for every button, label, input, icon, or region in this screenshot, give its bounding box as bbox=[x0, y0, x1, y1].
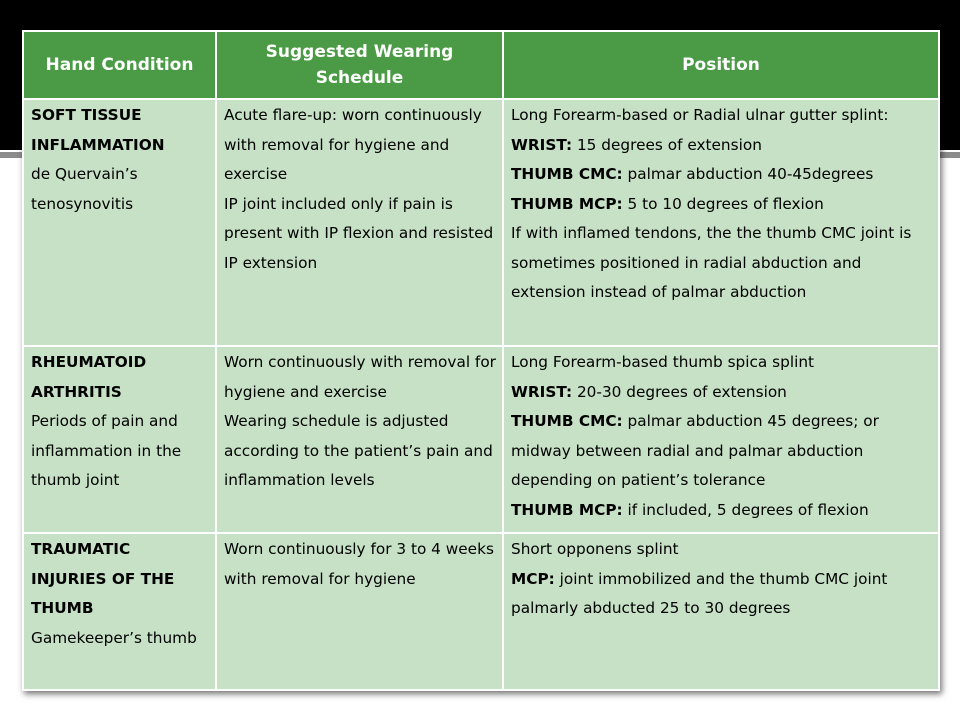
schedule-cell bbox=[216, 346, 503, 533]
left-decorative-rule bbox=[0, 152, 22, 158]
header-wearing-schedule: Suggested Wearing Schedule bbox=[216, 31, 503, 99]
position-line bbox=[511, 190, 932, 220]
header-hand-condition: Hand Condition bbox=[23, 31, 216, 99]
position-text: if included, 5 degrees of flexion bbox=[627, 500, 869, 519]
position-line bbox=[511, 348, 932, 378]
position-text: 15 degrees of extension bbox=[576, 135, 762, 154]
position-line bbox=[511, 219, 932, 308]
position-label: THUMB MCP: bbox=[511, 194, 623, 213]
condition-description: Periods of pain and inflammation in the thumb joint bbox=[31, 412, 182, 489]
position-label: THUMB CMC: bbox=[511, 165, 623, 183]
schedule-line: Worn continuously for 3 to 4 weeks with removal for hygiene bbox=[224, 540, 494, 588]
position-text: Long Forearm-based or Radial ulnar gutter splint: bbox=[511, 106, 889, 124]
position-label: WRIST: bbox=[511, 382, 573, 401]
table-row bbox=[23, 346, 939, 533]
condition-description: Gamekeeper’s thumb bbox=[31, 628, 197, 647]
splint-table bbox=[22, 30, 940, 691]
position-label: THUMB MCP: bbox=[511, 500, 623, 519]
position-text: Long Forearm-based thumb spica splint bbox=[511, 353, 815, 371]
schedule-line: Acute flare-up: worn continuously with removal for hygiene and exercise bbox=[224, 106, 482, 183]
position-text: palmar abduction 45 degrees; or midway between radial and palmar abduction depending on patient’s tolerance bbox=[511, 412, 879, 489]
condition-cell bbox=[23, 346, 216, 533]
position-line bbox=[511, 101, 932, 131]
position-label: WRIST: bbox=[511, 135, 573, 154]
table-row bbox=[23, 99, 939, 346]
position-label: MCP: bbox=[511, 569, 555, 588]
position-text: palmar abduction 40-45degrees bbox=[627, 165, 874, 183]
position-cell bbox=[503, 99, 939, 346]
position-text: 20-30 degrees of extension bbox=[576, 382, 787, 401]
condition-title: TRAUMATIC INJURIES OF THE THUMB bbox=[31, 540, 175, 617]
position-cell bbox=[503, 346, 939, 533]
position-line bbox=[511, 160, 932, 190]
condition-cell bbox=[23, 533, 216, 690]
right-decorative-rule bbox=[938, 152, 960, 158]
position-line bbox=[511, 131, 932, 161]
schedule-line: Wearing schedule is adjusted according to the patient’s pain and inflammation levels bbox=[224, 412, 493, 489]
schedule-cell bbox=[216, 99, 503, 346]
position-text: 5 to 10 degrees of flexion bbox=[627, 194, 824, 213]
header-position: Position bbox=[503, 31, 939, 99]
position-text: If with inflamed tendons, the the thumb CMC joint is sometimes positioned in radial abduction and extension instead of palmar abduction bbox=[511, 224, 912, 301]
position-cell bbox=[503, 533, 939, 690]
position-line bbox=[511, 565, 932, 624]
condition-description: de Quervain’s tenosynovitis bbox=[31, 165, 138, 213]
condition-title: RHEUMATOID ARTHRITIS bbox=[31, 353, 147, 401]
schedule-line: Worn continuously with removal for hygiene and exercise bbox=[224, 353, 496, 401]
position-line bbox=[511, 535, 932, 565]
condition-cell bbox=[23, 99, 216, 346]
position-label: THUMB CMC: bbox=[511, 412, 623, 430]
schedule-line: IP joint included only if pain is present with IP flexion and resisted IP extension bbox=[224, 194, 494, 272]
position-line bbox=[511, 407, 932, 496]
position-text: joint immobilized and the thumb CMC joint palmarly abducted 25 to 30 degrees bbox=[511, 569, 888, 617]
schedule-cell bbox=[216, 533, 503, 690]
position-line bbox=[511, 496, 932, 526]
position-text: Short opponens splint bbox=[511, 540, 679, 558]
header-row bbox=[23, 31, 939, 99]
table-row bbox=[23, 533, 939, 690]
condition-title: SOFT TISSUE INFLAMMATION bbox=[31, 106, 165, 154]
position-line bbox=[511, 378, 932, 408]
